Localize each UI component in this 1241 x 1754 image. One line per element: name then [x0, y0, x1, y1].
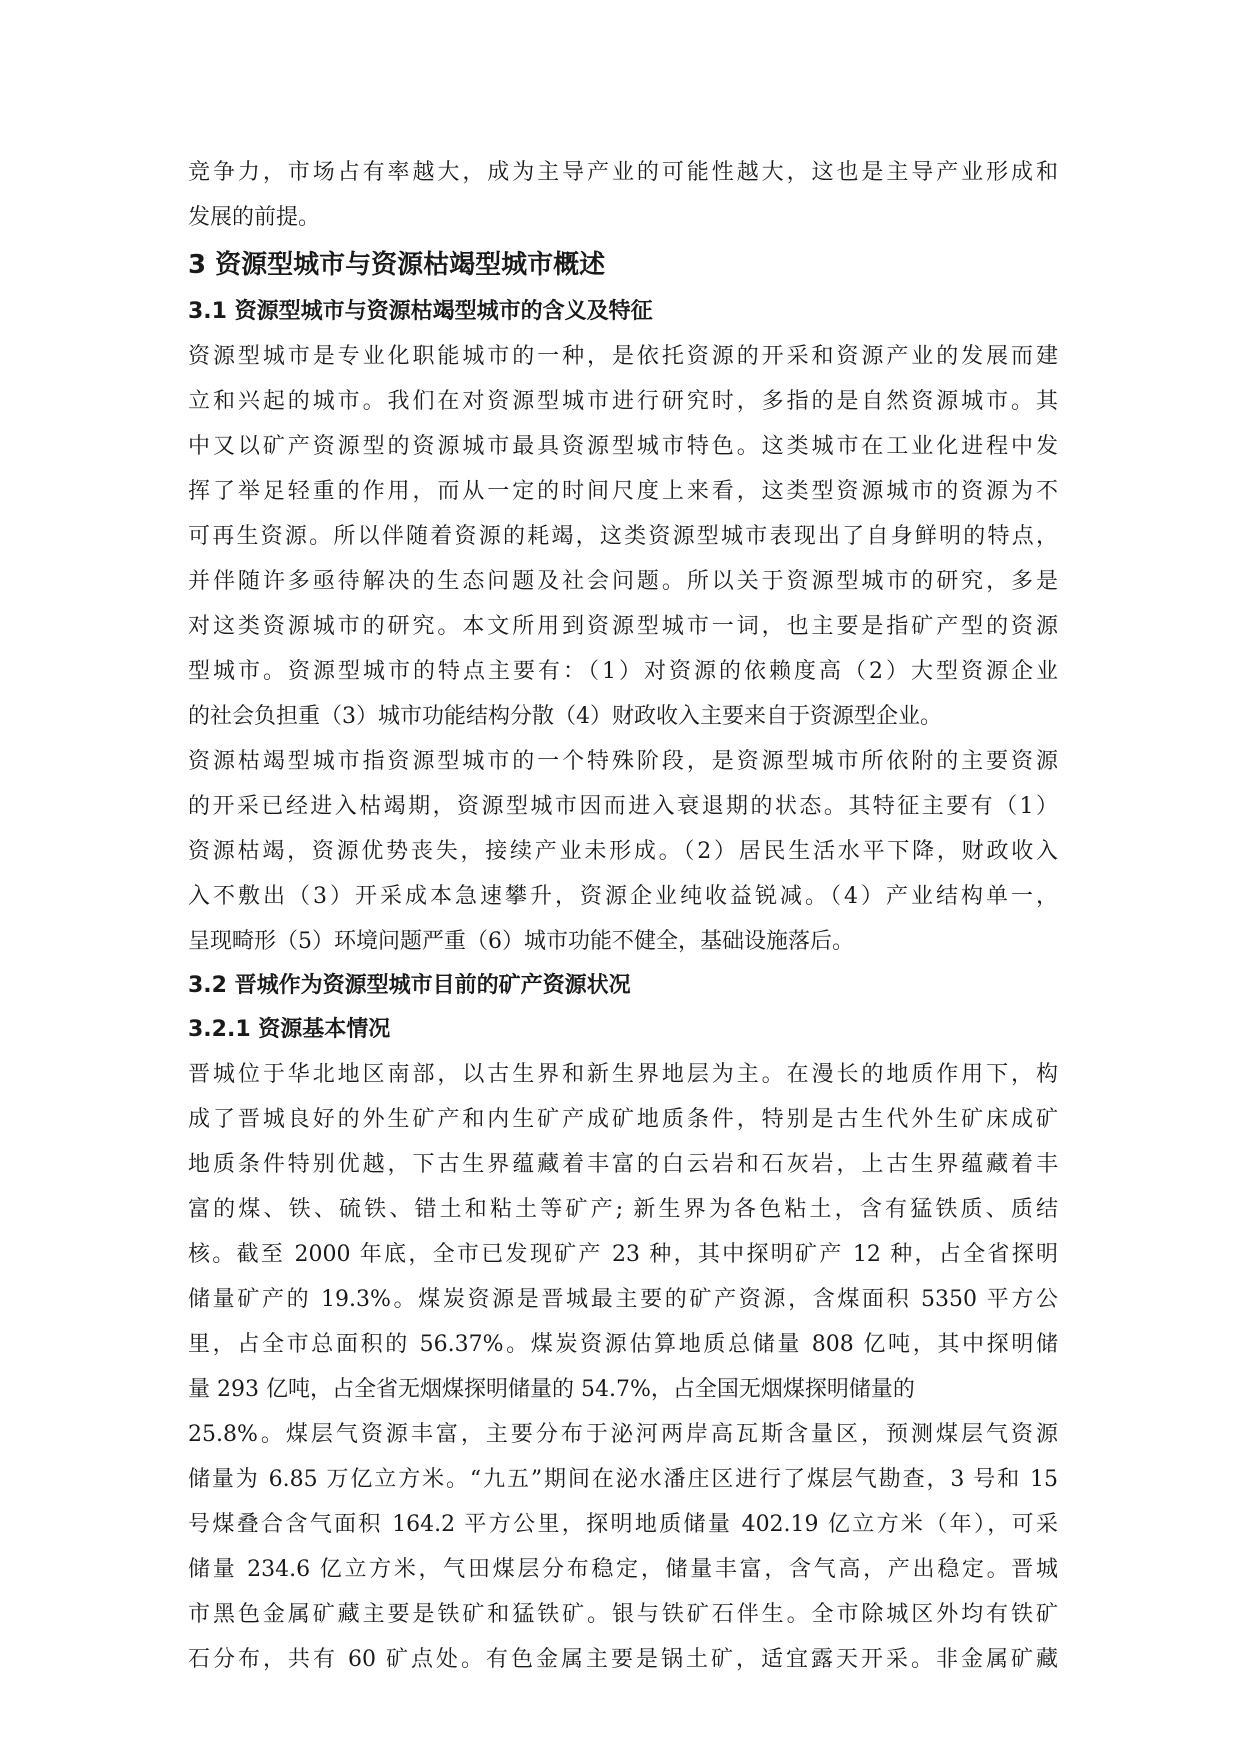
- text-line: 储量为 6.85 万亿立方米。“九五”期间在泌水潘庄区进行了煤层气勘查，3 号和 15: [188, 1467, 1058, 1492]
- text-line: 量 293 亿吨，占全省无烟煤探明储量的 54.7%，占全国无烟煤探明储量的: [188, 1377, 915, 1402]
- subsection-heading: 3.2 晋城作为资源型城市目前的矿产资源状况: [188, 973, 631, 998]
- text-line: 地质条件特别优越，下古生界蕴藏着丰富的白云岩和石灰岩，上古生界蕴藏着丰: [188, 1152, 1058, 1177]
- text-line: 的社会负担重（3）城市功能结构分散（4）财政收入主要来自于资源型企业。: [188, 704, 942, 729]
- text-line: 入不敷出（3）开采成本急速攀升，资源企业纯收益锐减。（4）产业结构单一，: [188, 884, 1058, 909]
- text-line: 石分布，共有 60 矿点处。有色金属主要是锅土矿，适宜露天开采。非金属矿藏: [188, 1647, 1058, 1672]
- text-line: 储量 234.6 亿立方米，气田煤层分布稳定，储量丰富，含气高，产出稳定。晋城: [188, 1557, 1058, 1582]
- section-heading: 3 资源型城市与资源枯竭型城市概述: [188, 250, 606, 280]
- text-line: 成了晋城良好的外生矿产和内生矿产成矿地质条件，特别是古生代外生矿床成矿: [188, 1107, 1058, 1132]
- text-line: 里，占全市总面积的 56.37%。煤炭资源估算地质总储量 808 亿吨，其中探明储: [188, 1332, 1058, 1357]
- subsection-heading: 3.1 资源型城市与资源枯竭型城市的含义及特征: [188, 299, 653, 324]
- text-line: 对这类资源城市的研究。本文所用到资源型城市一词，也主要是指矿产型的资源: [188, 614, 1058, 639]
- text-line: 呈现畸形（5）环境问题严重（6）城市功能不健全，基础设施落后。: [188, 929, 854, 954]
- text-line: 可再生资源。所以伴随着资源的耗竭，这类资源型城市表现出了自身鲜明的特点，: [188, 524, 1058, 549]
- text-line: 资源型城市是专业化职能城市的一种，是依托资源的开采和资源产业的发展而建: [188, 344, 1058, 369]
- text-line: 储量矿产的 19.3%。煤炭资源是晋城最主要的矿产资源，含煤面积 5350 平方公: [188, 1287, 1058, 1312]
- text-line: 25.8%。煤层气资源丰富，主要分布于泌河两岸高瓦斯含量区，预测煤层气资源: [188, 1422, 1058, 1447]
- text-line: 型城市。资源型城市的特点主要有：（1）对资源的依赖度高（2）大型资源企业: [188, 659, 1058, 684]
- text-line: 并伴随许多亟待解决的生态问题及社会问题。所以关于资源型城市的研究，多是: [188, 569, 1058, 594]
- text-line: 中又以矿产资源型的资源城市最具资源型城市特色。这类城市在工业化进程中发: [188, 434, 1058, 459]
- text-line: 发展的前提。: [188, 205, 321, 230]
- text-line: 竞争力，市场占有率越大，成为主导产业的可能性越大，这也是主导产业形成和: [188, 160, 1058, 185]
- text-line: 晋城位于华北地区南部，以古生界和新生界地层为主。在漫长的地质作用下，构: [188, 1062, 1058, 1087]
- text-line: 号煤叠合含气面积 164.2 平方公里，探明地质储量 402.19 亿立方米（年），可采: [188, 1512, 1058, 1537]
- text-line: 的开采已经进入枯竭期，资源型城市因而进入衰退期的状态。其特征主要有（1）: [188, 794, 1058, 819]
- subsubsection-heading: 3.2.1 资源基本情况: [188, 1017, 391, 1042]
- text-line: 立和兴起的城市。我们在对资源型城市进行研究时，多指的是自然资源城市。其: [188, 389, 1058, 414]
- text-line: 市黑色金属矿藏主要是铁矿和猛铁矿。银与铁矿石伴生。全市除城区外均有铁矿: [188, 1602, 1058, 1627]
- text-line: 核。截至 2000 年底，全市已发现矿产 23 种，其中探明矿产 12 种，占全省探明: [188, 1242, 1058, 1267]
- text-line: 挥了举足轻重的作用，而从一定的时间尺度上来看，这类型资源城市的资源为不: [188, 479, 1058, 504]
- document-page: [188, 150, 1058, 1682]
- text-line: 资源枯竭，资源优势丧失，接续产业未形成。（2）居民生活水平下降，财政收入: [188, 839, 1058, 864]
- text-line: 富的煤、铁、硫铁、错土和粘土等矿产; 新生界为各色粘土，含有猛铁质、质结: [188, 1197, 1058, 1222]
- text-line: 资源枯竭型城市指资源型城市的一个特殊阶段，是资源型城市所依附的主要资源: [188, 749, 1058, 774]
